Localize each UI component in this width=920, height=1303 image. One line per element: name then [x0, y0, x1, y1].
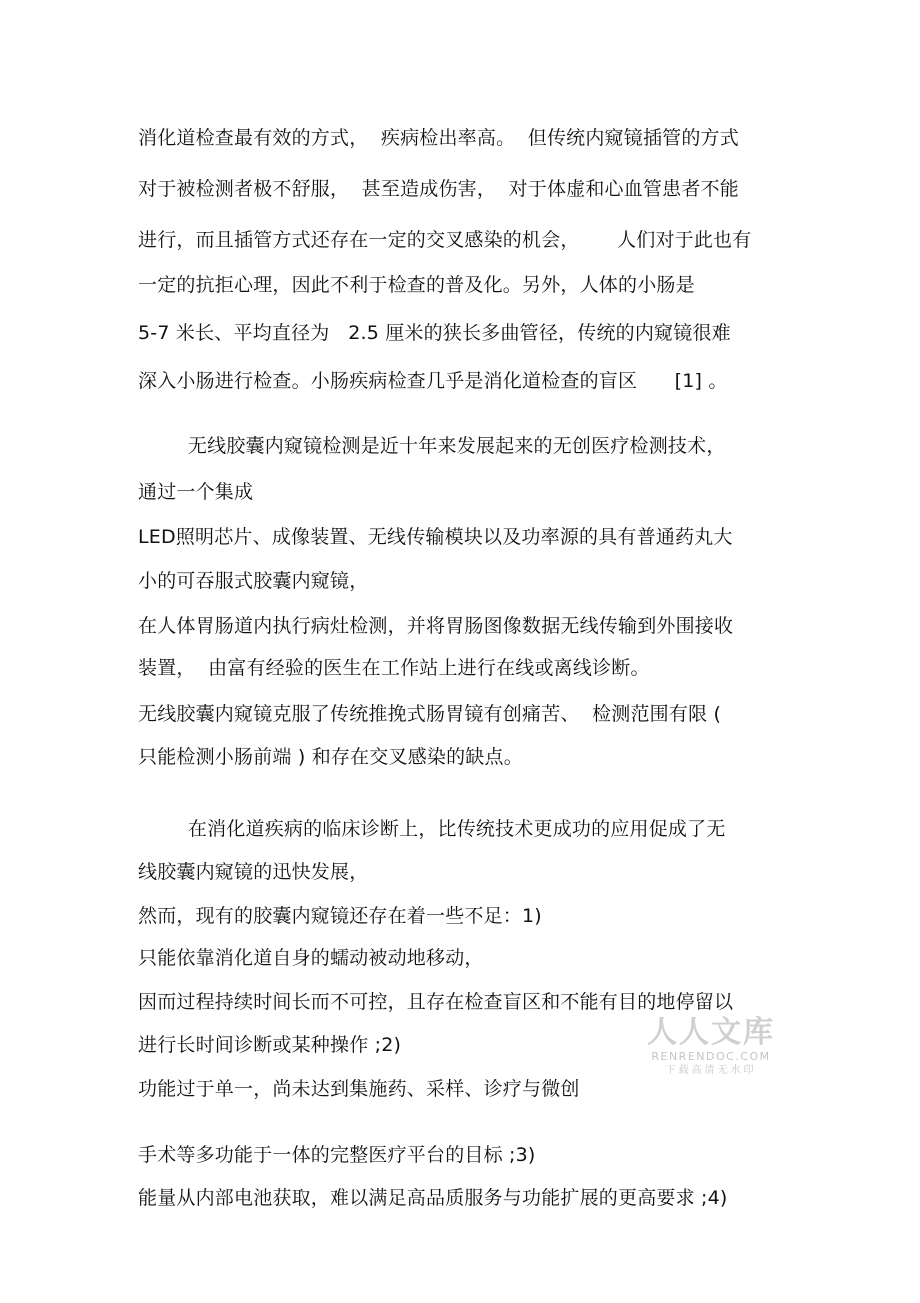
watermark-domain: RENRENDOC.COM: [651, 1050, 771, 1063]
text-line: 消化道检查最有效的方式， 疾病检出率高。 但传统内窥镜插管的方式: [138, 127, 739, 149]
watermark-subtitle: 下载高清无水印: [665, 1065, 757, 1076]
text-line: 手术等多功能于一体的完整医疗平台的目标 ;3): [138, 1144, 536, 1166]
text-line: 无线胶囊内窥镜检测是近十年来发展起来的无创医疗检测技术，: [138, 435, 726, 457]
text-line: 只能依靠消化道自身的蠕动被动地移动，: [138, 947, 484, 969]
text-line: 然而，现有的胶囊内窥镜还存在着一些不足：1): [138, 905, 542, 927]
text-line: 进行长时间诊断或某种操作 ;2): [138, 1034, 402, 1056]
text-line: 线胶囊内窥镜的迅快发展，: [138, 861, 369, 883]
text-line: 功能过于单一，尚未达到集施药、采样、诊疗与微创: [138, 1078, 580, 1100]
text-line: 装置， 由富有经验的医生在工作站上进行在线或离线诊断。: [138, 657, 650, 679]
text-line: 因而过程持续时间长而不可控，且存在检查盲区和不能有目的地停留以: [138, 991, 734, 1013]
watermark-title: 人人文库: [647, 1015, 775, 1050]
text-line: 在人体胃肠道内执行病灶检测，并将胃肠图像数据无线传输到外围接收: [138, 615, 734, 637]
text-line: LED照明芯片、成像装置、无线传输模块以及功率源的具有普通药丸大: [138, 526, 733, 548]
text-line: 一定的抗拒心理，因此不利于检查的普及化。另外，人体的小肠是: [138, 274, 695, 296]
text-line: 深入小肠进行检查。小肠疾病检查几乎是消化道检查的盲区 [1] 。: [138, 370, 728, 392]
text-line: 能量从内部电池获取，难以满足高品质服务与功能扩展的更高要求 ;4): [138, 1187, 728, 1209]
text-line: 小的可吞服式胶囊内窥镜，: [138, 570, 369, 592]
text-line: 对于被检测者极不舒服， 甚至造成伤害， 对于体虚和心血管患者不能: [138, 178, 739, 200]
text-line: 5-7 米长、平均直径为 2.5 厘米的狭长多曲管径，传统的内窥镜很难: [138, 322, 731, 344]
text-line: 在消化道疾病的临床诊断上，比传统技术更成功的应用促成了无: [138, 818, 726, 840]
text-line: 通过一个集成: [138, 481, 254, 503]
watermark: [646, 1016, 776, 1077]
text-line: 只能检测小肠前端 ) 和存在交叉感染的缺点。: [138, 746, 523, 768]
text-line: 进行，而且插管方式还存在一定的交叉感染的机会， 人们对于此也有: [138, 229, 752, 251]
text-line: 无线胶囊内窥镜克服了传统推挽式肠胃镜有创痛苦、 检测范围有限 (: [138, 703, 722, 725]
